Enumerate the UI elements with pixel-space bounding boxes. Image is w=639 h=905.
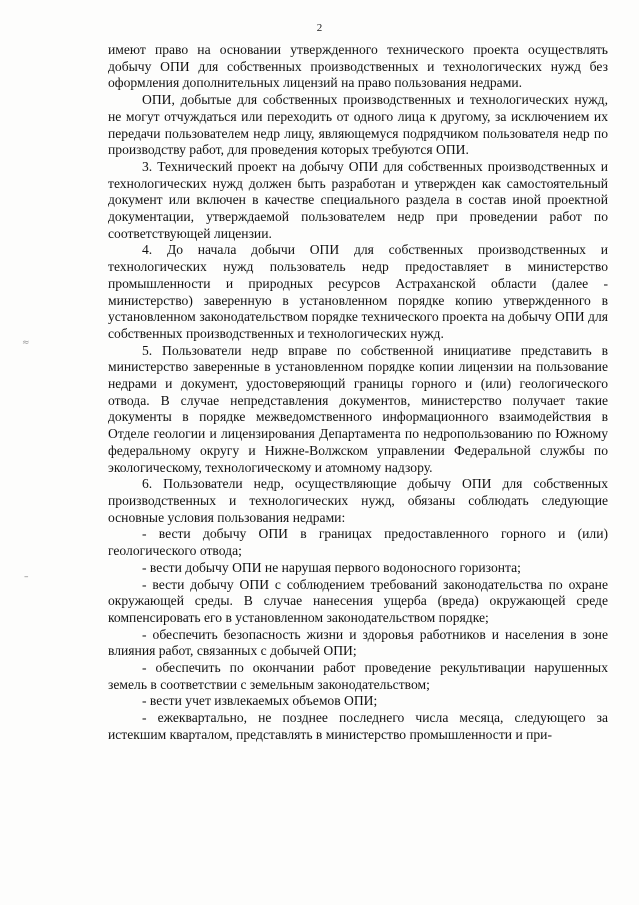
list-item-safety: - обеспечить безопасность жизни и здоровья работников и населения в зоне влияния работ, связанных с добычей ОПИ; <box>108 626 608 659</box>
list-item-quarterly-report: - ежеквартально, не позднее последнего числа месяца, следующего за истекшим кварталом, представлять в министерство промышленности и при- <box>108 710 608 742</box>
paragraph-4-before-extraction: 4. До начала добычи ОПИ для собственных производственных и технологических нужд пользователь недр предоставляет в министерство промышленности и природных ресурсов Астраханской области (далее - министерство) заверенную в установленном порядке копию утвержденного в установленном законодательством порядке технического проекта на добычу ОПИ для собственных производственных и технологических нужд. <box>108 242 608 341</box>
list-item-boundaries: - вести добычу ОПИ в границах предоставленного горного и (или) геологического отвода; <box>108 526 608 559</box>
list-item-aquifer: - вести добычу ОПИ не нарушая первого водоносного горизонта; <box>142 559 521 575</box>
page-number: 2 <box>316 22 323 34</box>
paragraph-3-technical-project: 3. Технический проект на добычу ОПИ для собственных производственных и технологических нужд должен быть разработан и утвержден как самостоятельный документ или включен в качестве специального раздела в состав иной проектной документации, утверждаемой пользователем недр при проведении работ по соответствующей лицензии. <box>108 158 608 241</box>
margin-mark: – <box>24 572 29 582</box>
paragraph-5-documents: 5. Пользователи недр вправе по собственной инициативе представить в министерство заверенные в установленном порядке копии лицензии на пользование недрами и документ, удостоверяющий границы горного и (или) геологического отвода. В случае непредставления документов, министерство получает такие документы в порядке межведомственного информационного взаимодействия в Отделе геологии и лицензирования Департамента по недропользованию по Южному федеральному округу и Нижне-Волжском управлении Федеральной службы по экологическому, технологическому и атомному надзору. <box>108 342 608 475</box>
margin-mark: ≈ <box>22 338 30 348</box>
paragraph-continuation: имеют право на основании утвержденного технического проекта осуществлять добычу ОПИ для собственных производственных и технологических нужд без оформления дополнительных лицензий на право пользования недрами. <box>108 42 608 91</box>
list-item-accounting: - вести учет извлекаемых объемов ОПИ; <box>142 693 378 709</box>
paragraph-opi-alienation: ОПИ, добытые для собственных производственных и технологических нужд, не могут отчуждаться или переходить от одного лица к другому, за исключением их передачи пользователем недр лицу, являющемуся подрядчиком пользователя недр по производству работ, для проведения которых требуются ОПИ. <box>108 92 608 158</box>
document-body <box>108 42 608 744</box>
list-item-recultivation: - обеспечить по окончании работ проведение рекультивации нарушенных земель в соответствии с земельным законодательством; <box>108 660 608 692</box>
list-item-environment: - вести добычу ОПИ с соблюдением требований законодательства по охране окружающей среды. В случае нанесения ущерба (вреда) окружающей среде компенсировать его в установленном законодательством порядке; <box>108 576 608 625</box>
paragraph-6-obligations: 6. Пользователи недр, осуществляющие добычу ОПИ для собственных производственных и технологических нужд, обязаны соблюдать следующие основные условия пользования недрами: <box>108 476 608 525</box>
